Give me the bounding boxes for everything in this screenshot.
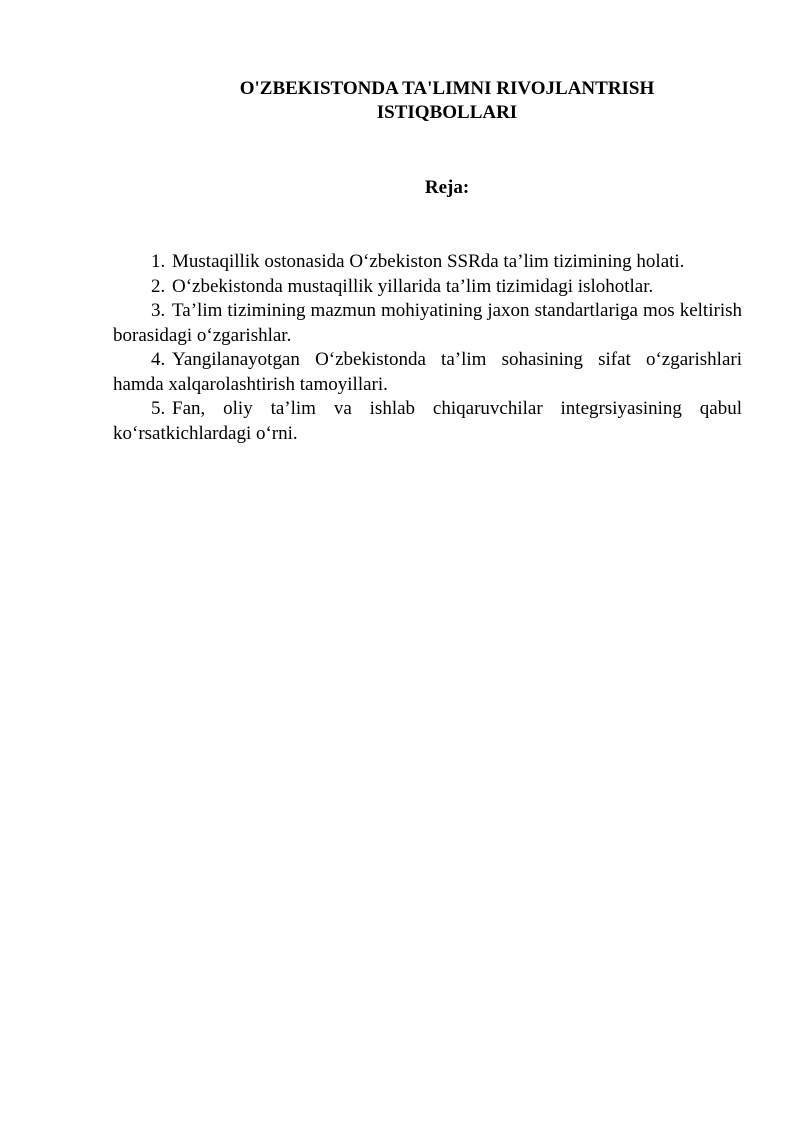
plan-item-text: Ta’lim tizimining mazmun mohiyatining jaxon standartlariga mos keltirish borasidagi o‘zgarishlar.	[113, 300, 742, 346]
plan-item-number: 3.	[151, 300, 166, 321]
document-title-line-2: ISTIQBOLLARI	[376, 102, 518, 123]
plan-heading: Reja:	[424, 177, 470, 198]
plan-list	[113, 250, 742, 446]
plan-item-number: 5.	[151, 398, 166, 419]
document-title-line-1: O'ZBEKISTONDA TA'LIMNI RIVOJLANTRISH	[239, 78, 655, 99]
plan-item-number: 2.	[151, 275, 166, 297]
plan-item-text: Fan, oliy ta’lim va ishlab chiqaruvchilar integrsiyasining qabul ko‘rsatkichlardagi o‘rni.	[113, 398, 742, 444]
plan-item-text: Yangilanayotgan O‘zbekistonda ta’lim sohasining sifat o‘zgarishlari hamda xalqarolashtirish tamoyillari.	[113, 349, 742, 395]
plan-item-number: 4.	[151, 349, 166, 370]
plan-item	[113, 299, 742, 348]
plan-item	[113, 275, 742, 300]
plan-item	[113, 397, 742, 446]
plan-item	[113, 250, 742, 275]
plan-item-text: Mustaqillik ostonasida O‘zbekiston SSRda ta’lim tizimining holati.	[172, 251, 685, 272]
plan-item	[113, 348, 742, 397]
plan-item-text: O‘zbekistonda mustaqillik yillarida ta’lim tizimidagi islohotlar.	[172, 275, 654, 297]
plan-item-number: 1.	[151, 251, 166, 272]
